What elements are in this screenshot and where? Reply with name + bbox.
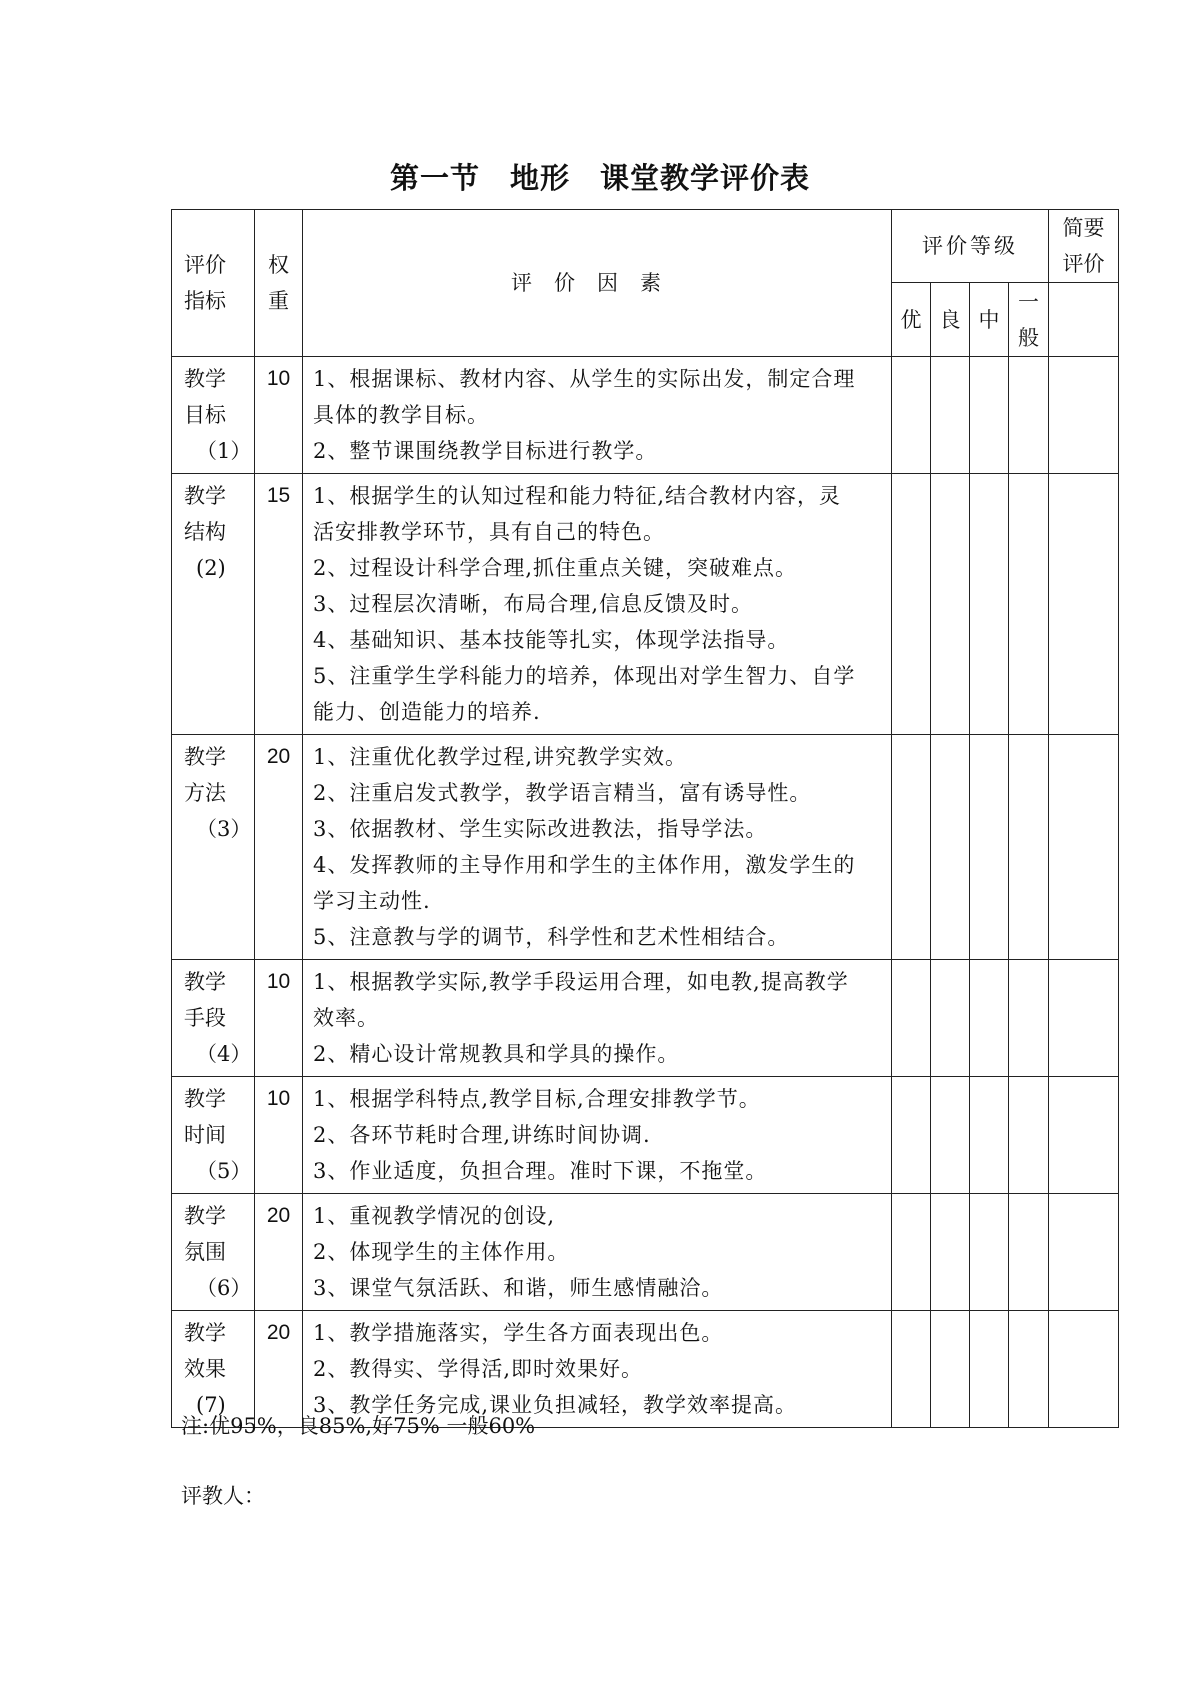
indicator-number: (2) [196, 556, 226, 580]
brief-comment-cell[interactable] [1049, 1311, 1119, 1428]
grade-good-cell[interactable] [931, 1311, 970, 1428]
factor-item: 3、作业适度，负担合理。准时下课，不拖堂。 [313, 1159, 768, 1183]
grade-note: 注:优95%，良85%,好75% 一般60% [181, 1414, 536, 1438]
header-weight [255, 210, 303, 357]
page-title: 第一节 地形 课堂教学评价表 [389, 161, 810, 195]
grade-excellent-cell[interactable] [892, 1194, 931, 1311]
table-row [172, 960, 1119, 1077]
evaluator-label: 评教人： [181, 1484, 265, 1508]
grade-excellent-cell[interactable] [892, 1077, 931, 1194]
factors-cell [303, 474, 892, 735]
grade-good-cell[interactable] [931, 474, 970, 735]
factor-item: 5、注意教与学的调节，科学性和艺术性相结合。 [313, 925, 790, 949]
indicator-label: 教学 [184, 484, 226, 508]
grade-general-cell[interactable] [1009, 960, 1049, 1077]
indicator-label: 教学 [184, 1204, 226, 1228]
factors-cell [303, 1194, 892, 1311]
grade-general-cell[interactable] [1009, 735, 1049, 960]
factor-item: 3、教学任务完成,课业负担减轻，教学效率提高。 [313, 1393, 798, 1417]
grade-general-cell[interactable] [1009, 474, 1049, 735]
grade-medium-cell[interactable] [970, 735, 1009, 960]
indicator-label: 教学 [184, 1087, 226, 1111]
grade-general [1009, 283, 1049, 357]
grade-general-line1: 一 [1018, 289, 1039, 314]
brief-comment-cell[interactable] [1049, 735, 1119, 960]
header-brief-blank [1049, 283, 1119, 357]
factors-cell [303, 735, 892, 960]
indicator-cell [172, 1077, 255, 1194]
factors-cell [303, 1077, 892, 1194]
factor-item: 2、教得实、学得活,即时效果好。 [313, 1357, 644, 1381]
factor-item: 1、根据课标、教材内容、从学生的实际出发，制定合理 [313, 367, 856, 391]
header-weight-line1: 权 [268, 253, 289, 277]
grade-good-cell[interactable] [931, 357, 970, 474]
grade-good-cell[interactable] [931, 1077, 970, 1194]
indicator-cell [172, 960, 255, 1077]
brief-comment-cell[interactable] [1049, 1194, 1119, 1311]
factor-item: 4、发挥教师的主导作用和学生的主体作用，激发学生的 [313, 853, 856, 877]
indicator-number: （6） [196, 1276, 252, 1300]
indicator-cell [172, 357, 255, 474]
indicator-label: 时间 [184, 1123, 226, 1147]
table-row [172, 1077, 1119, 1194]
grade-medium-cell[interactable] [970, 1311, 1009, 1428]
grade-good-cell[interactable] [931, 1194, 970, 1311]
factor-item: 5、注重学生学科能力的培养，体现出对学生智力、自学 [313, 664, 856, 688]
grade-excellent-cell[interactable] [892, 1311, 931, 1428]
indicator-label: 教学 [184, 745, 226, 769]
factor-item: 2、注重启发式教学，教学语言精当，富有诱导性。 [313, 781, 812, 805]
grade-excellent-cell[interactable] [892, 735, 931, 960]
grade-general-cell[interactable] [1009, 1194, 1049, 1311]
weight-cell: 15 [255, 474, 303, 735]
grade-general-cell[interactable] [1009, 1311, 1049, 1428]
brief-comment-cell[interactable] [1049, 960, 1119, 1077]
brief-comment-cell[interactable] [1049, 1077, 1119, 1194]
table-row [172, 1194, 1119, 1311]
header-row-top [172, 210, 1119, 283]
grade-medium: 中 [970, 283, 1009, 357]
indicator-cell [172, 1194, 255, 1311]
indicator-number: （4） [196, 1042, 252, 1066]
table-row [172, 735, 1119, 960]
brief-comment-cell[interactable] [1049, 357, 1119, 474]
factor-item: 3、依据教材、学生实际改进教法，指导学法。 [313, 817, 768, 841]
factor-item: 2、精心设计常规教具和学具的操作。 [313, 1042, 680, 1066]
indicator-label: 效果 [184, 1357, 226, 1381]
indicator-label: 教学 [184, 970, 226, 994]
grade-excellent-cell[interactable] [892, 357, 931, 474]
factor-item: 1、教学措施落实，学生各方面表现出色。 [313, 1321, 724, 1345]
factor-item: 活安排教学环节，具有自己的特色。 [313, 520, 665, 544]
indicator-number: （1） [196, 439, 252, 463]
indicator-label: 目标 [184, 403, 226, 427]
grade-medium-cell[interactable] [970, 1077, 1009, 1194]
factor-item: 4、基础知识、基本技能等扎实，体现学法指导。 [313, 628, 790, 652]
evaluation-table [171, 209, 1119, 1428]
grade-excellent-cell[interactable] [892, 474, 931, 735]
grade-excellent-cell[interactable] [892, 960, 931, 1077]
grade-medium-cell[interactable] [970, 474, 1009, 735]
indicator-number: (7) [196, 1393, 226, 1417]
grade-excellent: 优 [892, 283, 931, 357]
grade-good-cell[interactable] [931, 960, 970, 1077]
header-indicator [172, 210, 255, 357]
weight-cell: 10 [255, 357, 303, 474]
grade-medium-cell[interactable] [970, 357, 1009, 474]
factor-item: 2、过程设计科学合理,抓住重点关键，突破难点。 [313, 556, 798, 580]
indicator-cell [172, 735, 255, 960]
factor-item: 1、注重优化教学过程,讲究教学实效。 [313, 745, 688, 769]
grade-good-cell[interactable] [931, 735, 970, 960]
indicator-number: （3） [196, 817, 252, 841]
weight-cell: 20 [255, 735, 303, 960]
grade-medium-cell[interactable] [970, 960, 1009, 1077]
table-row [172, 357, 1119, 474]
indicator-label: 氛围 [184, 1240, 226, 1264]
indicator-label: 结构 [184, 520, 226, 544]
factor-item: 2、体现学生的主体作用。 [313, 1240, 570, 1264]
grade-good: 良 [931, 283, 970, 357]
indicator-label: 方法 [184, 781, 226, 805]
factor-item: 学习主动性. [313, 889, 431, 913]
grade-general-cell[interactable] [1009, 1077, 1049, 1194]
factor-item: 具体的教学目标。 [313, 403, 489, 427]
grade-general-line2: 般 [1018, 325, 1039, 350]
header-brief-line2: 评价 [1062, 252, 1105, 276]
indicator-label: 教学 [184, 1321, 226, 1345]
header-level: 评价等级 [892, 210, 1049, 283]
factor-item: 1、根据学生的认知过程和能力特征,结合教材内容，灵 [313, 484, 842, 508]
indicator-label: 教学 [184, 367, 226, 391]
grade-general-cell[interactable] [1009, 357, 1049, 474]
header-brief-line1: 简要 [1062, 216, 1105, 240]
factor-item: 效率。 [313, 1006, 379, 1030]
factor-item: 1、重视教学情况的创设, [313, 1204, 556, 1228]
brief-comment-cell[interactable] [1049, 474, 1119, 735]
weight-cell: 20 [255, 1311, 303, 1428]
weight-cell: 20 [255, 1194, 303, 1311]
factor-item: 1、根据学科特点,教学目标,合理安排教学节。 [313, 1087, 761, 1111]
header-indicator-line1: 评价 [184, 253, 226, 277]
weight-cell: 10 [255, 960, 303, 1077]
factor-item: 2、各环节耗时合理,讲练时间协调. [313, 1123, 651, 1147]
factors-cell [303, 960, 892, 1077]
factor-item: 能力、创造能力的培养. [313, 700, 541, 724]
factor-item: 3、过程层次清晰，布局合理,信息反馈及时。 [313, 592, 754, 616]
factor-item: 3、课堂气氛活跃、和谐，师生感情融洽。 [313, 1276, 724, 1300]
indicator-label: 手段 [184, 1006, 226, 1030]
factor-item: 2、整节课围绕教学目标进行教学。 [313, 439, 658, 463]
header-indicator-line2: 指标 [184, 289, 226, 313]
factor-item: 1、根据教学实际,教学手段运用合理，如电教,提高教学 [313, 970, 849, 994]
header-weight-line2: 重 [268, 289, 289, 313]
weight-cell: 10 [255, 1077, 303, 1194]
indicator-number: （5） [196, 1159, 252, 1183]
header-factors: 评价因素 [303, 210, 892, 357]
grade-medium-cell[interactable] [970, 1194, 1009, 1311]
factors-cell [303, 357, 892, 474]
indicator-cell [172, 474, 255, 735]
table-row [172, 474, 1119, 735]
header-brief [1049, 210, 1119, 283]
